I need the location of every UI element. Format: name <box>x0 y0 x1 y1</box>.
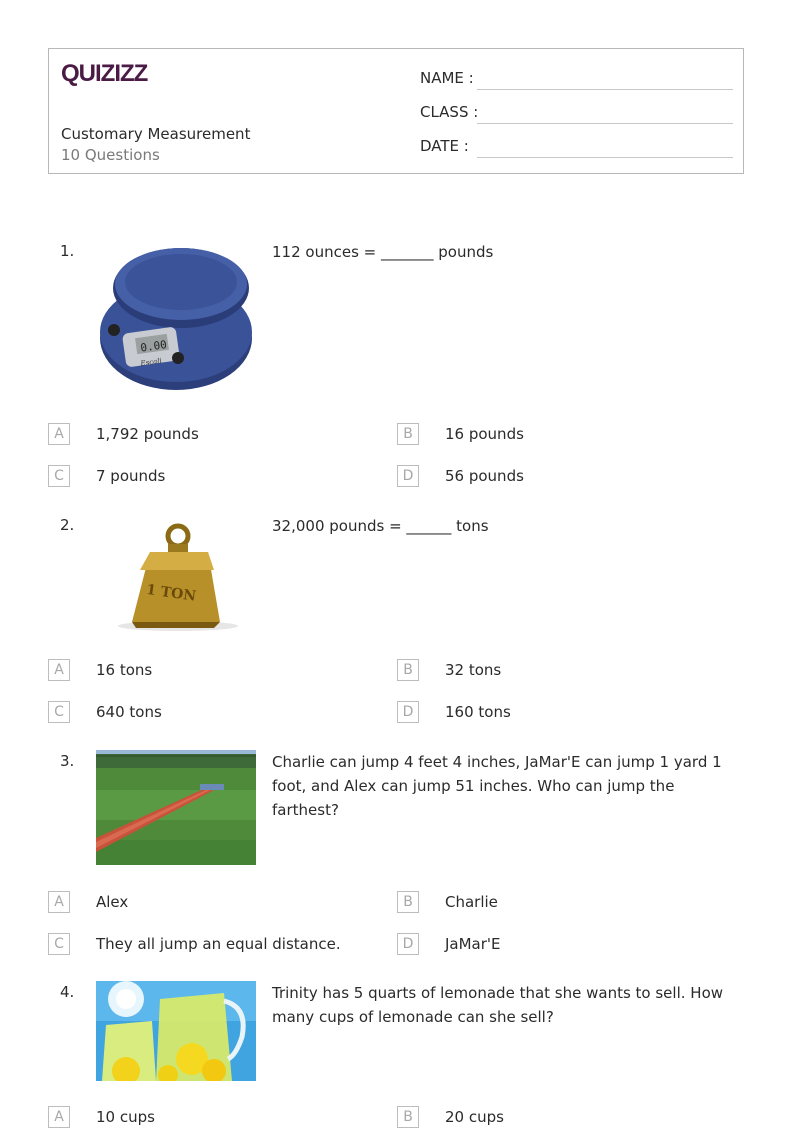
worksheet-header <box>48 48 744 174</box>
name-label: NAME : <box>420 69 474 87</box>
question-text: 112 ounces = _______ pounds <box>272 243 494 261</box>
option-c-text[interactable]: 640 tons <box>96 703 162 721</box>
question-text: 32,000 pounds = ______ tons <box>272 517 489 535</box>
option-d-text[interactable]: JaMar'E <box>445 935 501 953</box>
option-b-box[interactable]: B <box>397 1106 419 1128</box>
option-d-text[interactable]: 56 pounds <box>445 467 524 485</box>
option-a-box[interactable]: A <box>48 423 70 445</box>
option-d-box[interactable]: D <box>397 465 419 487</box>
question-number: 1. <box>60 242 75 260</box>
class-field[interactable] <box>477 123 733 124</box>
svg-text:0.00: 0.00 <box>139 338 168 355</box>
option-b-text[interactable]: 20 cups <box>445 1108 504 1126</box>
option-b-box[interactable]: B <box>397 423 419 445</box>
option-a-box[interactable]: A <box>48 891 70 913</box>
option-b-text[interactable]: Charlie <box>445 893 498 911</box>
option-b-text[interactable]: 32 tons <box>445 661 502 679</box>
date-label: DATE : <box>420 137 469 155</box>
question-text: Trinity has 5 quarts of lemonade that she wants to sell. How many cups of lemonade can she sell? <box>272 984 724 1026</box>
svg-text:QUIZIZZ: QUIZIZZ <box>61 60 148 87</box>
one-ton-weight-image <box>96 514 256 634</box>
option-a-text[interactable]: 1,792 pounds <box>96 425 199 443</box>
option-c-text[interactable]: They all jump an equal distance. <box>96 935 341 953</box>
lemonade-pitcher-image <box>96 981 256 1081</box>
date-field[interactable] <box>477 157 733 158</box>
question-text: Charlie can jump 4 feet 4 inches, JaMar'E can jump 1 yard 1 foot, and Alex can jump 51 inches. Who can jump the farthest? <box>272 753 722 819</box>
svg-text:1 TON: 1 TON <box>145 581 197 605</box>
option-c-text[interactable]: 7 pounds <box>96 467 166 485</box>
kitchen-scale-image <box>96 240 256 398</box>
question-number: 3. <box>60 752 75 770</box>
option-d-box[interactable]: D <box>397 933 419 955</box>
quizizz-logo <box>61 59 153 87</box>
option-a-text[interactable]: 10 cups <box>96 1108 155 1126</box>
name-field[interactable] <box>477 89 733 90</box>
option-a-box[interactable]: A <box>48 659 70 681</box>
question-number: 4. <box>60 983 75 1001</box>
option-a-text[interactable]: 16 tons <box>96 661 153 679</box>
option-a-text[interactable]: Alex <box>96 893 129 911</box>
option-a-box[interactable]: A <box>48 1106 70 1128</box>
option-b-box[interactable]: B <box>397 659 419 681</box>
option-b-box[interactable]: B <box>397 891 419 913</box>
option-b-text[interactable]: 16 pounds <box>445 425 524 443</box>
option-c-box[interactable]: C <box>48 465 70 487</box>
worksheet-title: Customary Measurement <box>61 125 251 143</box>
question-number: 2. <box>60 516 75 534</box>
svg-text:Escali: Escali <box>140 356 163 368</box>
class-label: CLASS : <box>420 103 479 121</box>
long-jump-track-image <box>96 750 256 865</box>
option-d-box[interactable]: D <box>397 701 419 723</box>
question-count: 10 Questions <box>61 146 160 164</box>
option-c-box[interactable]: C <box>48 933 70 955</box>
option-d-text[interactable]: 160 tons <box>445 703 511 721</box>
option-c-box[interactable]: C <box>48 701 70 723</box>
